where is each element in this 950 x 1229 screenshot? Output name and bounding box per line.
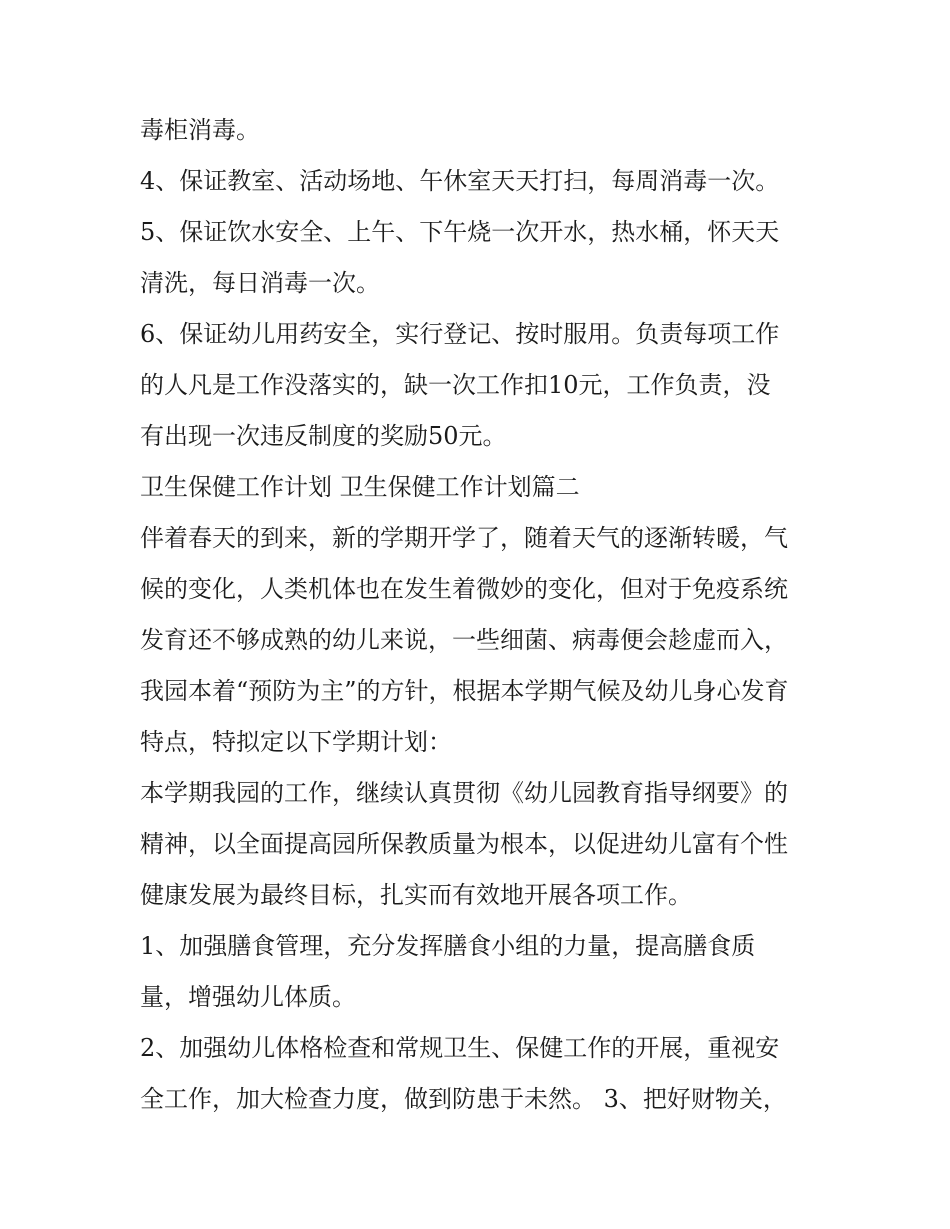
text-line: 1、加强膳食管理，充分发挥膳食小组的力量，提高膳食质 bbox=[140, 932, 756, 960]
section-heading: 卫生保健工作计划 卫生保健工作计划篇二 bbox=[140, 473, 580, 501]
document-body bbox=[140, 105, 820, 1125]
text-line: 的人凡是工作没落实的，缺一次工作扣10元，工作负责，没 bbox=[140, 371, 771, 399]
text-line: 2、加强幼儿体格检查和常规卫生、保健工作的开展，重视安 bbox=[140, 1034, 780, 1062]
text-line: 精神，以全面提高园所保教质量为根本，以促进幼儿富有个性 bbox=[140, 830, 788, 858]
text-line: 毒柜消毒。 bbox=[140, 116, 260, 144]
text-line: 本学期我园的工作，继续认真贯彻《幼儿园教育指导纲要》的 bbox=[140, 779, 788, 807]
text-line: 全工作，加大检查力度，做到防患于未然。 3、把好财物关， bbox=[140, 1085, 787, 1113]
text-line: 我园本着“预防为主”的方针，根据本学期气候及幼儿身心发育 bbox=[140, 677, 789, 705]
text-line: 健康发展为最终目标，扎实而有效地开展各项工作。 bbox=[140, 881, 692, 909]
text-line: 5、保证饮水安全、上午、下午烧一次开水，热水桶，怀天天 bbox=[140, 218, 780, 246]
text-line: 候的变化，人类机体也在发生着微妙的变化，但对于免疫系统 bbox=[140, 575, 788, 603]
text-line: 有出现一次违反制度的奖励50元。 bbox=[140, 422, 507, 450]
text-line: 特点，特拟定以下学期计划： bbox=[140, 728, 452, 756]
text-line: 6、保证幼儿用药安全，实行登记、按时服用。负责每项工作 bbox=[140, 320, 780, 348]
text-line: 发育还不够成熟的幼儿来说，一些细菌、病毒便会趁虚而入， bbox=[140, 626, 788, 654]
text-line: 4、保证教室、活动场地、午休室天天打扫，每周消毒一次。 bbox=[140, 167, 780, 195]
text-line: 清洗，每日消毒一次。 bbox=[140, 269, 380, 297]
text-line: 量，增强幼儿体质。 bbox=[140, 983, 356, 1011]
text-line: 伴着春天的到来，新的学期开学了，随着天气的逐渐转暖，气 bbox=[140, 524, 788, 552]
